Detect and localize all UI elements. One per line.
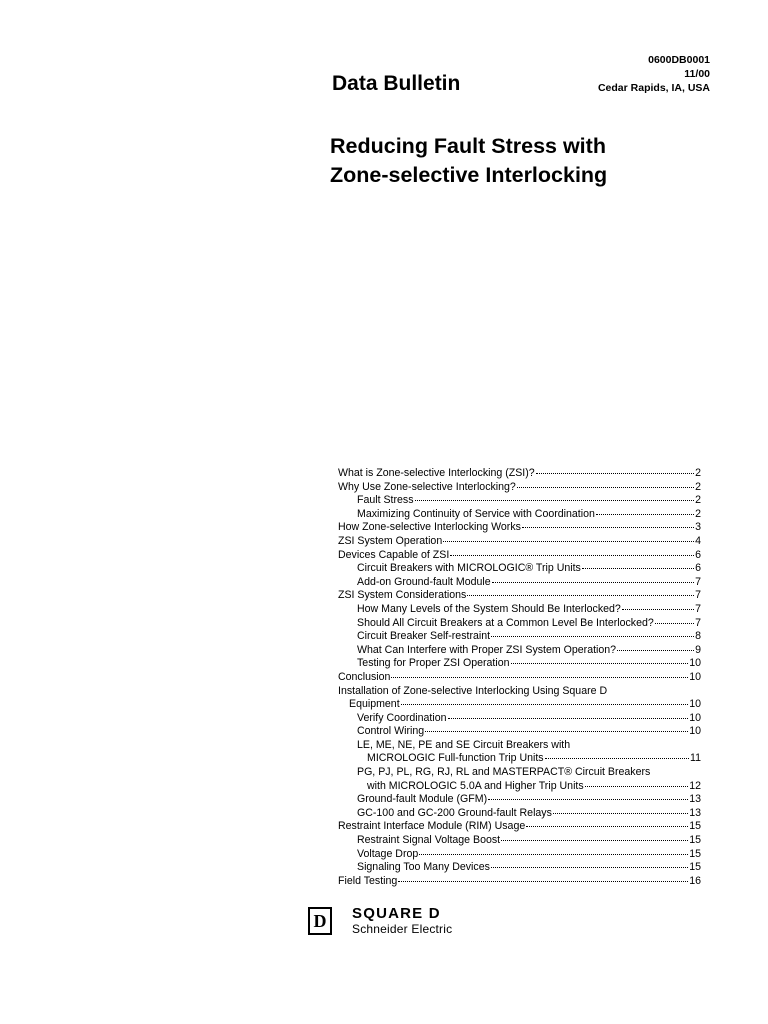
toc-entry-title: Equipment [349,698,400,711]
toc-entry[interactable] [338,685,701,699]
toc-leader-dots [448,718,689,719]
square-d-logo-icon [308,907,332,935]
document-meta [598,53,710,95]
toc-entry-title: Fault Stress [357,494,414,507]
toc-entry[interactable] [338,494,701,508]
toc-entry-title: MICROLOGIC Full-function Trip Units [367,752,544,765]
company-logo [308,906,452,936]
toc-entry-title: What is Zone-selective Interlocking (ZSI)? [338,467,535,479]
toc-page-number: 9 [695,643,701,656]
toc-entry-title: ZSI System Operation [338,534,443,547]
toc-page-number: 15 [689,834,701,847]
toc-page-number: 8 [695,630,701,643]
toc-entry[interactable] [338,875,701,889]
logo-brand: SQUARE D [352,905,441,922]
toc-page-number: 12 [689,779,701,792]
toc-leader-dots [443,541,694,542]
toc-entry[interactable] [338,467,701,481]
toc-entry[interactable] [338,752,701,766]
toc-entry[interactable] [338,549,701,563]
toc-entry-title: Add-on Ground-fault Module [357,575,491,588]
toc-page-number: 2 [695,507,701,520]
toc-entry-title: Maximizing Continuity of Service with Coordination [357,507,595,520]
toc-leader-dots [491,867,688,868]
toc-entry[interactable] [338,617,701,631]
toc-leader-dots [398,881,688,882]
toc-entry[interactable] [338,589,701,603]
bulletin-label: Data Bulletin [332,72,461,95]
toc-leader-dots [488,799,688,800]
table-of-contents [338,467,701,888]
toc-entry[interactable] [338,820,701,834]
toc-entry[interactable] [338,521,701,535]
toc-entry[interactable] [338,725,701,739]
logo-parent: Schneider Electric [352,922,453,936]
toc-entry[interactable] [338,834,701,848]
toc-page-number: 13 [689,793,701,806]
toc-entry[interactable] [338,739,701,753]
toc-leader-dots [655,623,694,624]
toc-entry[interactable] [338,508,701,522]
toc-entry[interactable] [338,861,701,875]
toc-leader-dots [545,758,689,759]
toc-leader-dots [391,677,688,678]
title-line-2: Zone-selective Interlocking [330,163,608,187]
toc-page-number: 15 [689,861,701,874]
toc-page-number: 7 [695,589,701,602]
toc-page-number: 10 [689,657,701,670]
toc-leader-dots [582,568,694,569]
toc-page-number: 10 [689,725,701,738]
toc-entry-title: Ground-fault Module (GFM) [357,793,488,806]
toc-entry[interactable] [338,603,701,617]
toc-entry-title: Circuit Breaker Self-restraint [357,630,491,643]
toc-leader-dots [467,595,694,596]
toc-leader-dots [517,487,694,488]
toc-leader-dots [536,473,694,474]
toc-page-number: 6 [695,548,701,561]
toc-entry[interactable] [338,848,701,862]
toc-leader-dots [522,527,694,528]
toc-entry[interactable] [338,766,701,780]
toc-entry[interactable] [338,630,701,644]
logo-mark: D [313,911,327,931]
toc-page-number: 7 [695,616,701,629]
toc-page-number: 15 [689,820,701,833]
toc-entry[interactable] [338,807,701,821]
toc-page-number: 4 [695,534,701,547]
toc-entry-title: Conclusion [338,670,391,683]
toc-page-number: 13 [689,806,701,819]
toc-entry-title: Restraint Signal Voltage Boost [357,834,501,847]
toc-entry-title: GC-100 and GC-200 Ground-fault Relays [357,806,552,819]
toc-leader-dots [501,840,688,841]
toc-leader-dots [617,650,694,651]
toc-page-number: 2 [695,480,701,493]
doc-date: 11/00 [684,68,710,80]
toc-page-number: 16 [689,874,701,887]
toc-entry[interactable] [338,793,701,807]
page-title [330,132,607,190]
toc-leader-dots [553,813,688,814]
toc-entry-title: How Zone-selective Interlocking Works [338,521,521,534]
toc-leader-dots [492,582,694,583]
toc-entry[interactable] [338,712,701,726]
toc-page-number: 10 [689,711,701,724]
toc-leader-dots [526,826,688,827]
toc-page-number: 15 [689,847,701,860]
toc-page-number: 10 [689,670,701,683]
toc-entry-title: Devices Capable of ZSI [338,548,450,561]
toc-page-number: 2 [695,494,701,507]
toc-entry-title: with MICROLOGIC 5.0A and Higher Trip Units [367,779,584,792]
toc-page-number: 10 [689,698,701,711]
toc-entry[interactable] [338,576,701,590]
toc-entry-title: Circuit Breakers with MICROLOGIC® Trip Units [357,562,581,575]
toc-leader-dots [425,731,688,732]
toc-entry[interactable] [338,671,701,685]
toc-entry-title: Verify Coordination [357,711,447,724]
toc-entry-title: Testing for Proper ZSI Operation [357,657,510,670]
toc-page-number: 6 [695,562,701,575]
toc-page-number: 7 [695,575,701,588]
toc-entry-title: Field Testing [338,874,398,887]
toc-entry-title: Signaling Too Many Devices [357,861,490,874]
toc-entry-title: Installation of Zone-selective Interlocking Using Square D [338,684,608,697]
toc-page-number: 11 [690,752,701,765]
toc-leader-dots [401,704,689,705]
toc-entry[interactable] [338,535,701,549]
toc-entry-title: ZSI System Considerations [338,589,467,602]
toc-leader-dots [491,636,694,637]
toc-entry-title: Should All Circuit Breakers at a Common Level Be Interlocked? [357,616,654,629]
toc-entry[interactable] [338,562,701,576]
toc-leader-dots [585,786,689,787]
toc-leader-dots [415,500,695,501]
toc-entry-title: How Many Levels of the System Should Be Interlocked? [357,602,621,615]
toc-entry-title: Why Use Zone-selective Interlocking? [338,480,516,493]
toc-entry-title: Restraint Interface Module (RIM) Usage [338,820,526,833]
toc-page-number: 7 [695,602,701,615]
toc-entry[interactable] [338,657,701,671]
toc-entry-title: What Can Interfere with Proper ZSI System Operation? [357,643,617,656]
toc-page-number: 2 [695,467,701,479]
title-line-1: Reducing Fault Stress with [330,134,606,158]
toc-leader-dots [596,514,694,515]
toc-leader-dots [419,854,688,855]
toc-entry[interactable] [338,481,701,495]
toc-entry[interactable] [338,698,701,712]
doc-number: 0600DB0001 [648,54,710,66]
toc-entry-title: PG, PJ, PL, RG, RJ, RL and MASTERPACT® Circuit Breakers [357,766,651,779]
toc-entry-title: Voltage Drop [357,847,419,860]
logo-text [352,906,452,936]
doc-location: Cedar Rapids, IA, USA [597,82,710,94]
toc-leader-dots [511,663,689,664]
toc-page-number: 3 [695,521,701,534]
toc-entry-title: LE, ME, NE, PE and SE Circuit Breakers with [357,738,571,751]
toc-leader-dots [622,609,694,610]
toc-entry-title: Control Wiring [357,725,425,738]
toc-entry[interactable] [338,780,701,794]
toc-entry[interactable] [338,644,701,658]
toc-leader-dots [450,555,694,556]
